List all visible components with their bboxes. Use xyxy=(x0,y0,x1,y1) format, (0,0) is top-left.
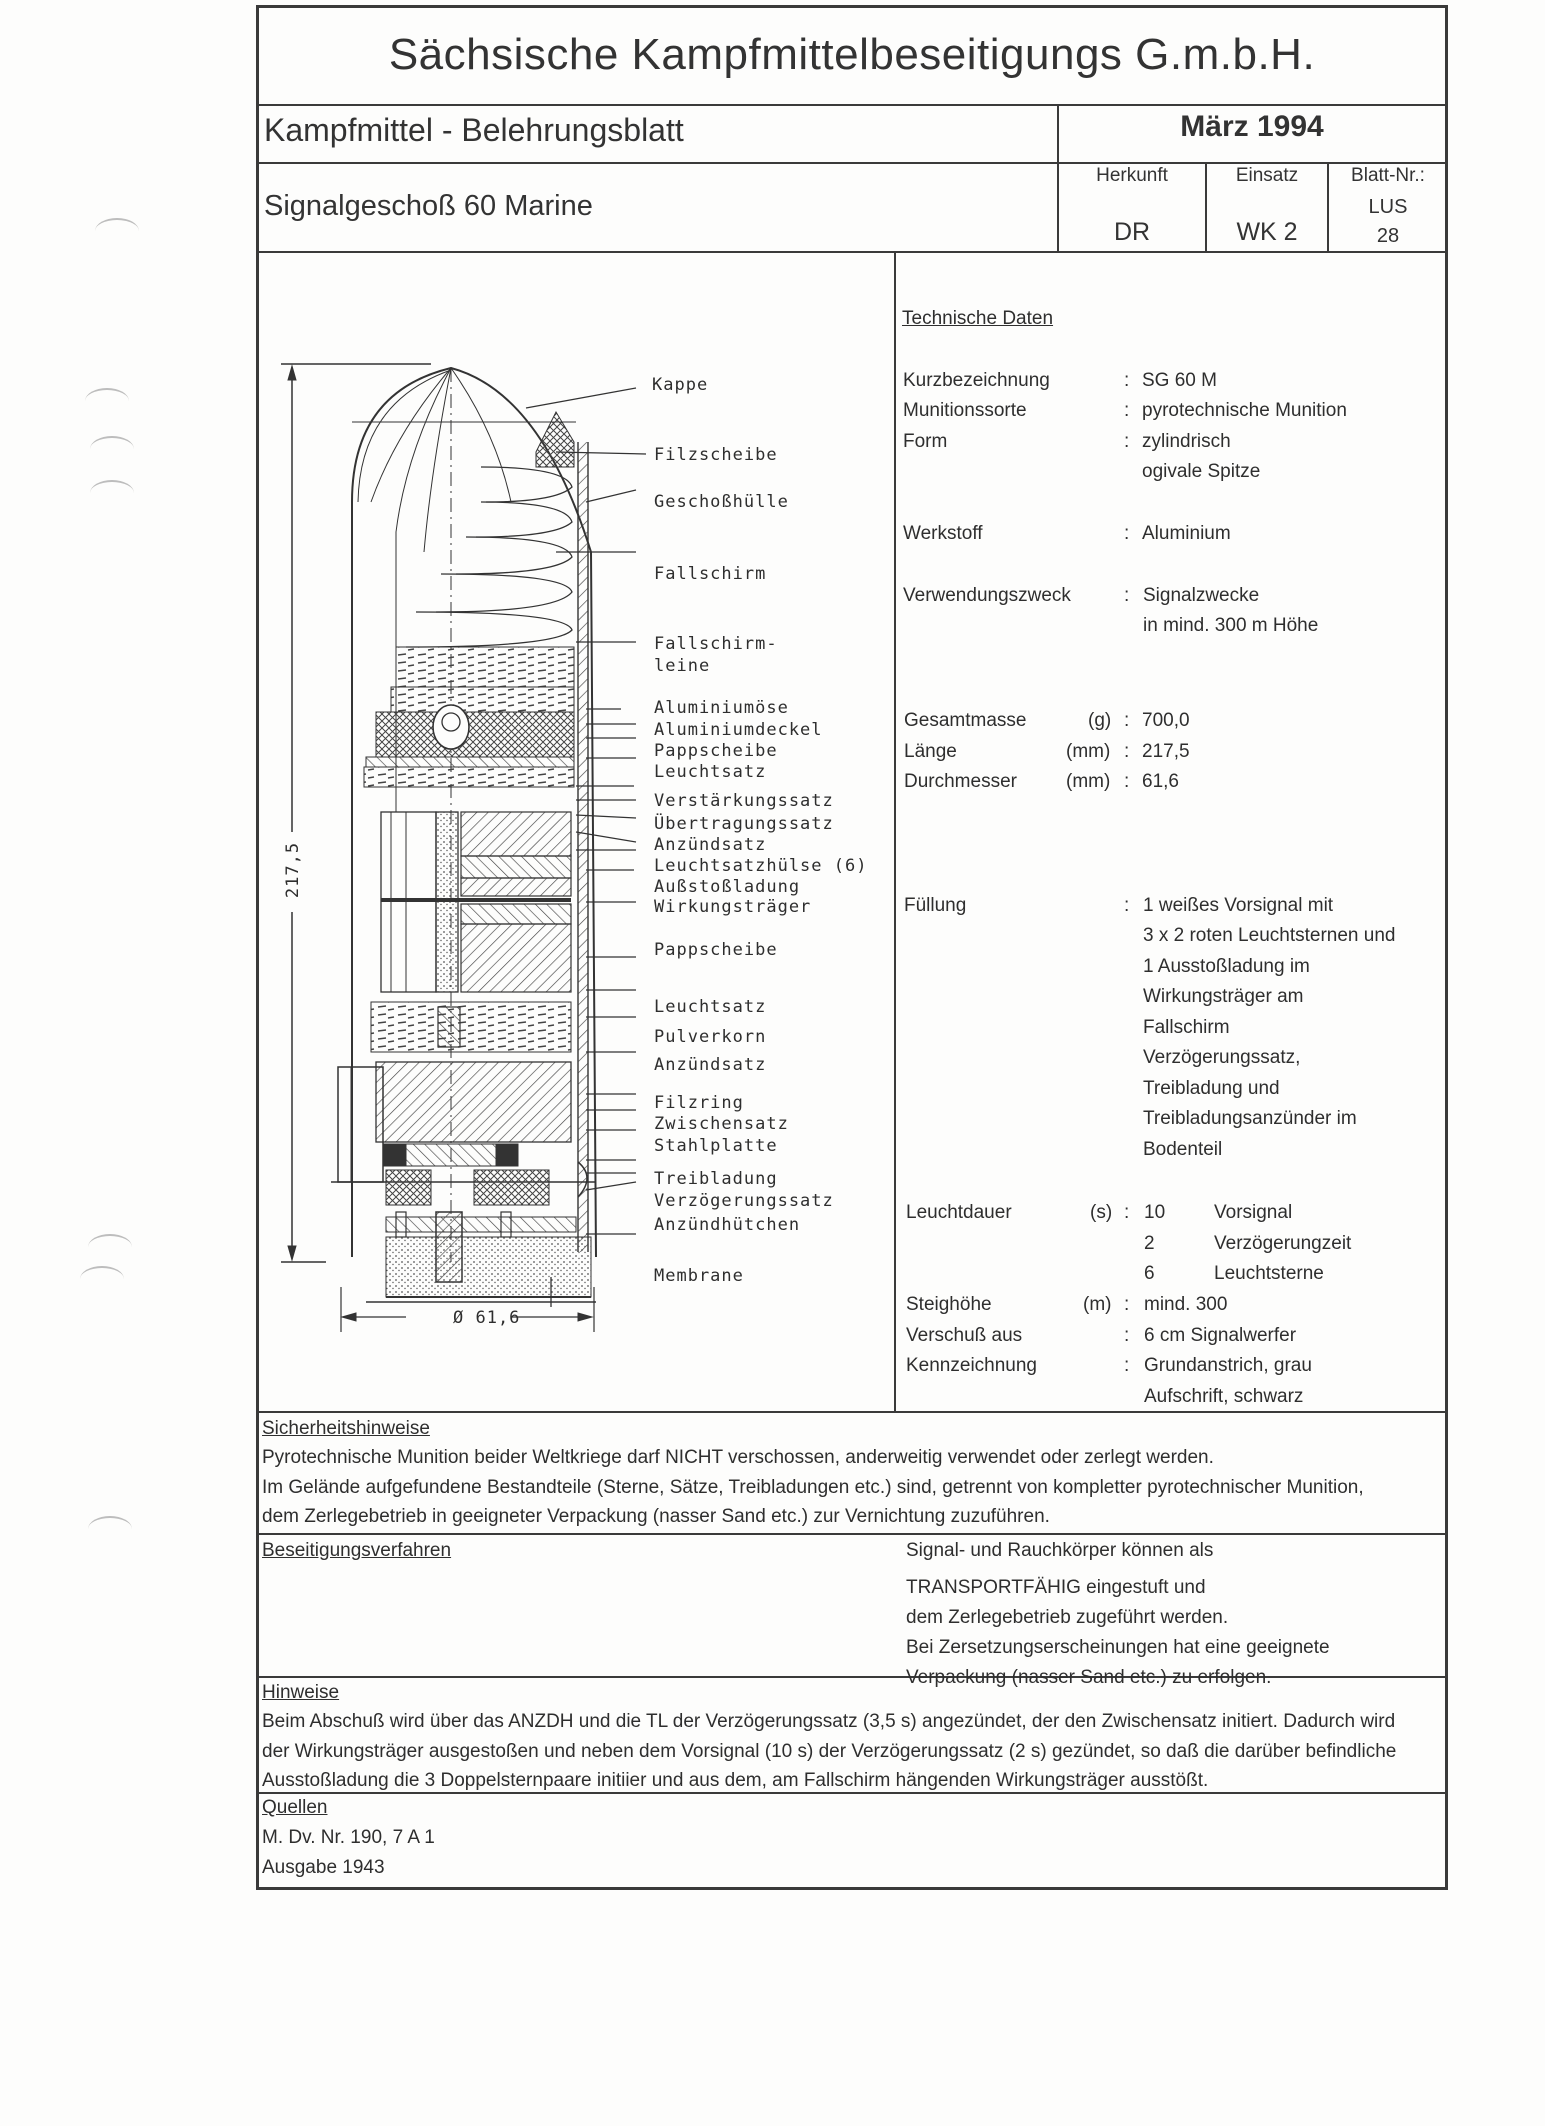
notes-line: Beim Abschuß wird über das ANZDH und die TL der Verzögerungssatz (3,5 s) angezündet, der den Zwischensatz initiert. Dadurch wird xyxy=(262,1711,1396,1732)
header-divider xyxy=(256,162,1448,164)
td-unit-leuchtdauer: (s) xyxy=(1090,1202,1113,1223)
td-colon: : xyxy=(1124,523,1130,544)
td-label-kurzbezeichnung: Kurzbezeichnung xyxy=(903,370,1050,391)
td-value-fuellung: Wirkungsträger am xyxy=(1143,986,1304,1007)
label-pulverkorn: Pulverkorn xyxy=(654,1027,767,1047)
punch-hole-mark xyxy=(95,218,139,244)
td-value-fuellung: 3 x 2 roten Leuchtsternen und xyxy=(1143,925,1396,946)
label-membrane: Membrane xyxy=(654,1266,744,1286)
einsatz-value: WK 2 xyxy=(1236,218,1298,246)
label-fallschirmleine-2: leine xyxy=(654,656,711,676)
td-value-kennzeichnung-1: Grundanstrich, grau xyxy=(1144,1355,1312,1376)
label-uebertragungssatz: Übertragungssatz xyxy=(654,814,834,834)
td-value-fuellung: Verzögerungssatz, xyxy=(1143,1047,1301,1068)
herkunft-label: Herkunft xyxy=(1096,165,1168,186)
section-divider xyxy=(256,1411,1448,1413)
disposal-line: TRANSPORTFÄHIG eingestuft und xyxy=(906,1577,1206,1598)
td-label-munitionssorte: Munitionssorte xyxy=(903,400,1027,421)
disposal-line: Bei Zersetzungserscheinungen hat eine geeignete xyxy=(906,1637,1330,1658)
blatt-series: LUS xyxy=(1368,196,1408,218)
disposal-line: Signal- und Rauchkörper können als xyxy=(906,1540,1214,1561)
td-colon: : xyxy=(1124,1325,1130,1346)
label-leuchtsatz-2: Leuchtsatz xyxy=(654,997,767,1017)
label-geschosshuelle: Geschoßhülle xyxy=(654,492,789,512)
td-value-verwendungszweck-2: in mind. 300 m Höhe xyxy=(1143,615,1319,636)
td-colon: : xyxy=(1124,585,1130,606)
punch-hole-mark xyxy=(90,436,134,462)
label-fallschirmleine-1: Fallschirm- xyxy=(654,634,778,654)
document-type: Kampfmittel - Belehrungsblatt xyxy=(264,112,684,148)
td-label-laenge: Länge xyxy=(904,741,957,762)
td-label-gesamtmasse: Gesamtmasse xyxy=(904,710,1027,731)
td-colon: : xyxy=(1124,741,1130,762)
label-anzuendsatz-1: Anzündsatz xyxy=(654,835,767,855)
safety-line: dem Zerlegebetrieb in geeigneter Verpackung (nasser Sand etc.) zur Vernichtung zuzuführen. xyxy=(262,1506,1050,1527)
td-colon: : xyxy=(1124,1355,1130,1376)
td-label-fuellung: Füllung xyxy=(904,895,967,916)
td-value-munitionssorte: pyrotechnische Munition xyxy=(1142,400,1347,421)
td-label-kennzeichnung: Kennzeichnung xyxy=(906,1355,1037,1376)
td-value-form-2: ogivale Spitze xyxy=(1142,461,1261,482)
td-label-steighoehe: Steighöhe xyxy=(906,1294,992,1315)
td-colon: : xyxy=(1124,1294,1130,1315)
td-colon: : xyxy=(1124,895,1130,916)
disposal-line: Verpackung (nasser Sand etc.) zu erfolgen. xyxy=(906,1667,1272,1688)
label-verstaerkungssatz: Verstärkungssatz xyxy=(654,791,834,811)
td-label-verschuss: Verschuß aus xyxy=(906,1325,1023,1346)
td-label-werkstoff: Werkstoff xyxy=(903,523,983,544)
label-leuchtsatz-1: Leuchtsatz xyxy=(654,762,767,782)
punch-hole-mark xyxy=(85,388,129,414)
td-value-fuellung: 1 Ausstoßladung im xyxy=(1143,956,1310,977)
safety-heading: Sicherheitshinweise xyxy=(262,1418,430,1439)
sources-line: M. Dv. Nr. 190, 7 A 1 xyxy=(262,1827,435,1848)
td-value-gesamtmasse: 700,0 xyxy=(1142,710,1190,731)
section-divider xyxy=(256,1792,1448,1794)
safety-line: Im Gelände aufgefundene Bestandteile (Sterne, Sätze, Treibladungen etc.) sind, getrennt von kompletter pyrotechnischer Munition, xyxy=(262,1477,1364,1498)
label-verzoegerungssatz: Verzögerungssatz xyxy=(654,1191,834,1211)
td-value-leuchtdauer: 6 xyxy=(1144,1263,1155,1284)
punch-hole-mark xyxy=(88,1234,132,1260)
technical-data-heading: Technische Daten xyxy=(902,308,1054,329)
label-anzuendhuetchen: Anzündhütchen xyxy=(654,1215,801,1235)
td-label-durchmesser: Durchmesser xyxy=(904,771,1017,792)
blatt-number: 28 xyxy=(1376,225,1400,247)
length-dimension-label: 217,5 xyxy=(283,841,304,899)
einsatz-label: Einsatz xyxy=(1235,165,1299,186)
diameter-dimension-label: Ø 61,6 xyxy=(453,1308,521,1328)
label-aluminiumdeckel: Aluminiumdeckel xyxy=(654,720,823,740)
label-zwischensatz: Zwischensatz xyxy=(654,1114,789,1134)
td-note-leuchtdauer: Leuchtsterne xyxy=(1214,1263,1324,1284)
td-value-laenge: 217,5 xyxy=(1142,741,1190,762)
td-label-leuchtdauer: Leuchtdauer xyxy=(906,1202,1012,1223)
label-ausstossladung: Außstoßladung xyxy=(654,877,801,897)
td-value-fuellung: Treibladung und xyxy=(1143,1078,1280,1099)
td-value-fuellung: Treibladungsanzünder im xyxy=(1143,1108,1357,1129)
td-value-leuchtdauer: 10 xyxy=(1144,1202,1166,1223)
td-unit-laenge: (mm) xyxy=(1066,741,1111,762)
disposal-heading: Beseitigungsverfahren xyxy=(262,1540,452,1561)
notes-line: der Wirkungsträger ausgestoßen und neben dem Vorsignal (10 s) der Verzögerungssatz (2 s) gezündet, so daß die darüber befindliche xyxy=(262,1741,1397,1762)
company-name: Sächsische Kampfmittelbeseitigungs G.m.b.H. xyxy=(388,30,1316,79)
td-label-form: Form xyxy=(903,431,948,452)
sources-line: Ausgabe 1943 xyxy=(262,1857,385,1878)
object-title: Signalgeschoß 60 Marine xyxy=(264,190,593,222)
label-anzuendsatz-2: Anzündsatz xyxy=(654,1055,767,1075)
td-value-fuellung: Bodenteil xyxy=(1143,1139,1223,1160)
label-kappe: Kappe xyxy=(652,375,709,395)
label-stahlplatte: Stahlplatte xyxy=(654,1136,778,1156)
td-colon: : xyxy=(1124,771,1130,792)
notes-line: Ausstoßladung die 3 Doppelsternpaare initiier und aus dem, am Fallschirm hängenden Wirkungsträger ausstößt. xyxy=(262,1770,1209,1791)
td-colon: : xyxy=(1124,400,1130,421)
disposal-line: dem Zerlegebetrieb zugeführt werden. xyxy=(906,1607,1229,1628)
document-date: März 1994 xyxy=(1180,110,1324,143)
herkunft-value: DR xyxy=(1113,218,1151,246)
td-value-durchmesser: 61,6 xyxy=(1142,771,1179,792)
td-colon: : xyxy=(1124,1202,1130,1223)
label-aluminiumoese: Aluminiumöse xyxy=(654,698,789,718)
td-value-verschuss: 6 cm Signalwerfer xyxy=(1144,1325,1297,1346)
td-value-steighoehe: mind. 300 xyxy=(1144,1294,1228,1315)
label-treibladung: Treibladung xyxy=(654,1169,778,1189)
td-unit-durchmesser: (mm) xyxy=(1066,771,1111,792)
td-value-leuchtdauer: 2 xyxy=(1144,1233,1155,1254)
label-pappscheibe-2: Pappscheibe xyxy=(654,940,778,960)
td-unit-gesamtmasse: (g) xyxy=(1088,710,1112,731)
td-label-verwendungszweck: Verwendungszweck xyxy=(903,585,1071,606)
section-divider xyxy=(256,1533,1448,1535)
notes-heading: Hinweise xyxy=(262,1682,340,1703)
aluminium-eye xyxy=(433,705,469,749)
sources-heading: Quellen xyxy=(262,1797,328,1818)
label-filzring: Filzring xyxy=(654,1093,744,1113)
label-wirkungstraeger: Wirkungsträger xyxy=(654,897,812,917)
punch-hole-mark xyxy=(88,1516,132,1542)
td-value-fuellung: 1 weißes Vorsignal mit xyxy=(1143,895,1334,916)
td-value-fuellung: Fallschirm xyxy=(1143,1017,1230,1038)
td-value-werkstoff: Aluminium xyxy=(1142,523,1231,544)
td-colon: : xyxy=(1124,370,1130,391)
td-note-leuchtdauer: Verzögerungzeit xyxy=(1214,1233,1352,1254)
td-value-form-1: zylindrisch xyxy=(1142,431,1231,452)
body-column-divider xyxy=(894,251,896,1412)
label-leuchtsatzhuelse: Leuchtsatzhülse (6) xyxy=(654,856,868,876)
td-value-verwendungszweck-1: Signalzwecke xyxy=(1143,585,1260,606)
td-colon: : xyxy=(1124,710,1130,731)
td-unit-steighoehe: (m) xyxy=(1083,1294,1112,1315)
td-value-kurzbezeichnung: SG 60 M xyxy=(1142,370,1217,391)
label-fallschirm: Fallschirm xyxy=(654,564,767,584)
label-pappscheibe-1: Pappscheibe xyxy=(654,741,778,761)
blatt-label: Blatt-Nr.: xyxy=(1351,165,1425,186)
safety-line: Pyrotechnische Munition beider Weltkriege darf NICHT verschossen, anderweitig verwendet oder zerlegt werden. xyxy=(262,1447,1214,1468)
punch-hole-mark xyxy=(80,1266,124,1292)
td-colon: : xyxy=(1124,431,1130,452)
td-note-leuchtdauer: Vorsignal xyxy=(1214,1202,1293,1223)
punch-hole-mark xyxy=(90,480,134,506)
label-filzscheibe: Filzscheibe xyxy=(654,445,778,465)
td-value-kennzeichnung-2: Aufschrift, schwarz xyxy=(1144,1386,1304,1407)
